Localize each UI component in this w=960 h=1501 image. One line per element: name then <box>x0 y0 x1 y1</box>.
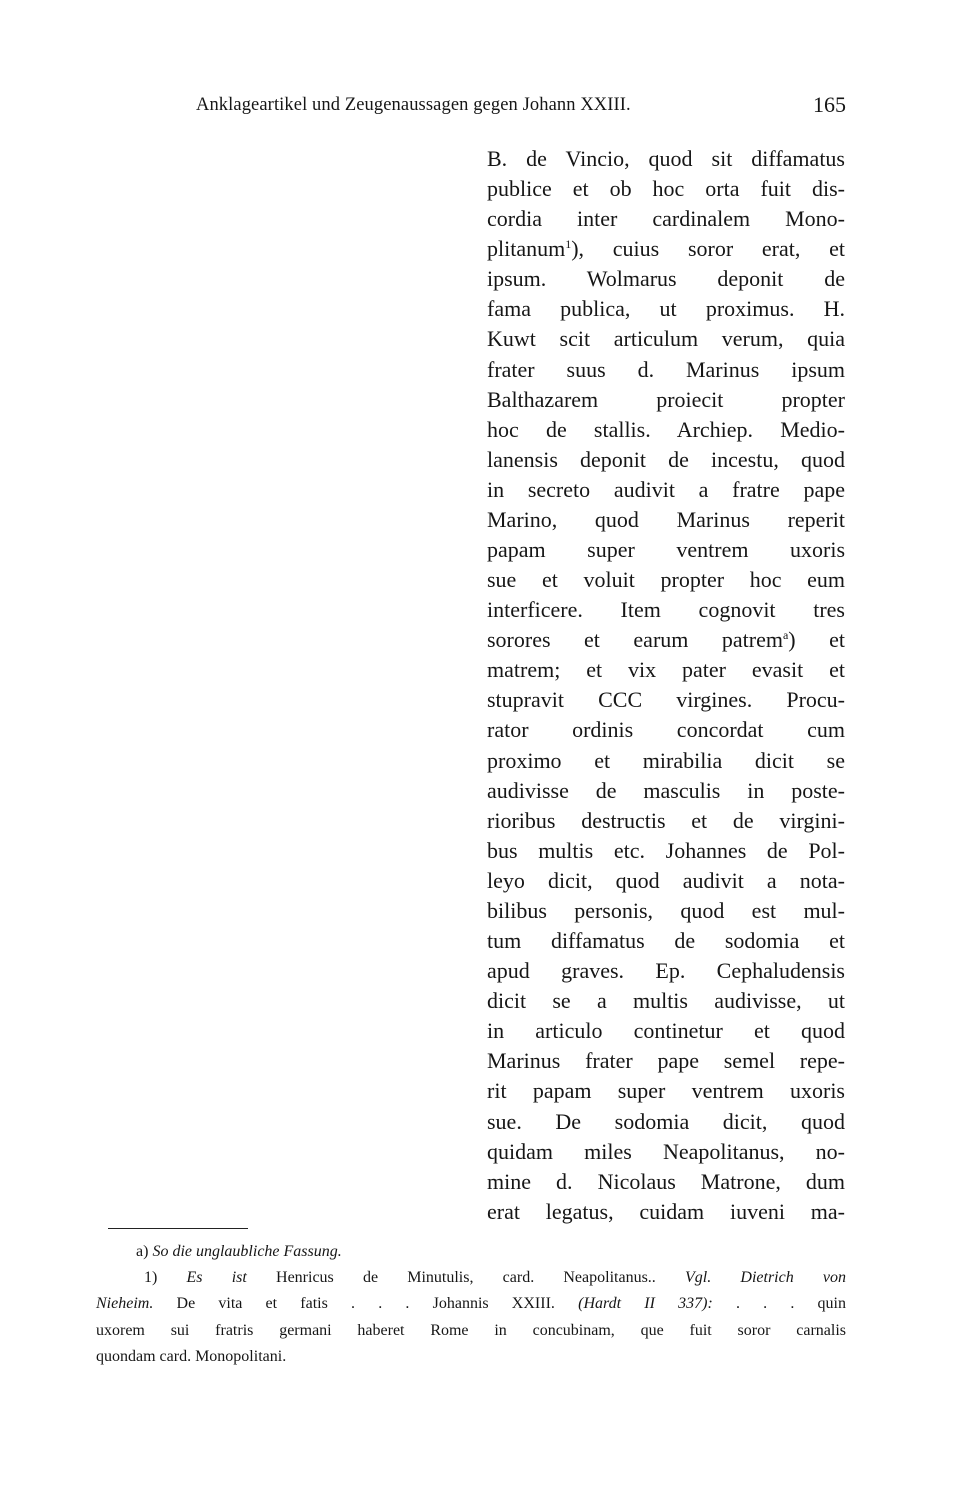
footnote-1-line: uxorem sui fratris germani haberet Rome in concubinam, que fuit soror carnalis <box>96 1321 846 1339</box>
footnote-rule <box>108 1228 248 1229</box>
body-line: quidam miles Neapolitanus, no- <box>487 1138 845 1164</box>
footnote-1-text: De vita et fatis . . . Johannis XXIII. <box>153 1295 579 1313</box>
body-line: stupravit CCC virgines. Procu- <box>487 687 845 713</box>
running-title: Anklageartikel und Zeugenaussagen gegen Johann XXIII. <box>196 95 631 115</box>
line-text: ), cuius soror erat, et <box>571 236 845 262</box>
body-line: lanensis deponit de incestu, quod <box>487 446 845 472</box>
footnote-1-lead: Es ist <box>186 1269 247 1287</box>
body-line <box>487 625 845 655</box>
body-line: apud graves. Ep. Cephaludensis <box>487 958 845 984</box>
body-line: cordia inter cardinalem Mono- <box>487 206 845 232</box>
body-line: sue. De sodomia dicit, quod <box>487 1108 845 1134</box>
body-line: fama publica, ut proximus. H. <box>487 296 845 322</box>
body-line: audivisse de masculis in poste- <box>487 777 845 803</box>
body-line: frater suus d. Marinus ipsum <box>487 356 845 382</box>
body-line: Marinus frater pape semel repe- <box>487 1048 845 1074</box>
footnote-ref-a: a <box>782 628 789 643</box>
body-line <box>487 234 845 264</box>
body-line: in secreto audivit a fratre pape <box>487 476 845 502</box>
footnote-1-hardt: (Hardt II 337): <box>578 1295 713 1313</box>
body-line: Marino, quod Marinus reperit <box>487 506 845 532</box>
body-line: bilibus personis, quod est mul- <box>487 897 845 923</box>
footnote-1-marker: 1) <box>144 1269 158 1287</box>
body-line: matrem; et vix pater evasit et <box>487 657 845 683</box>
body-line: ipsum. Wolmarus deponit de <box>487 266 845 292</box>
body-line: rioribus destructis et de virgini- <box>487 807 845 833</box>
body-line: publice et ob hoc orta fuit dis- <box>487 176 845 202</box>
footnote-1-line: quondam card. Monopolitani. <box>96 1347 287 1365</box>
footnotes <box>96 1239 846 1370</box>
body-line: Balthazarem proiecit propter <box>487 386 845 412</box>
footnote-1-text: Henricus de Minutulis, card. Neapolitanus.. <box>246 1269 685 1287</box>
footnote-a-text: So die unglaubliche Fassung. <box>152 1243 342 1260</box>
body-line: rit papam super ventrem uxoris <box>487 1078 845 1104</box>
footnote-1-line <box>96 1265 846 1291</box>
page-number: 165 <box>813 92 846 117</box>
footnote-a <box>96 1239 846 1265</box>
body-line: tum diffamatus de sodomia et <box>487 928 845 954</box>
footnote-1-nieheim: Nieheim. <box>96 1295 154 1313</box>
body-column <box>487 144 845 1227</box>
line-text: plitanum <box>487 236 566 262</box>
body-line: B. de Vincio, quod sit diffamatus <box>487 146 845 171</box>
line-text: ) et <box>788 627 845 653</box>
footnote-ref-1: 1 <box>565 237 572 252</box>
body-line: in articulo continetur et quod <box>487 1018 845 1044</box>
footnote-1-line <box>96 1291 846 1317</box>
footnote-1-text: . . . quin <box>712 1295 846 1313</box>
body-line: erat legatus, cuidam iuveni ma- <box>487 1198 845 1224</box>
body-line: interficere. Item cognovit tres <box>487 597 845 623</box>
body-line: dicit se a multis audivisse, ut <box>487 988 845 1014</box>
footnote-a-marker: a) <box>136 1243 149 1260</box>
running-head <box>196 92 846 122</box>
body-line: leyo dicit, quod audivit a nota- <box>487 867 845 893</box>
body-line: proximo et mirabilia dicit se <box>487 747 845 773</box>
body-line: Kuwt scit articulum verum, quia <box>487 326 845 352</box>
body-line: mine d. Nicolaus Matrone, dum <box>487 1168 845 1194</box>
line-text: sorores et earum patrem <box>487 627 783 653</box>
body-line: rator ordinis concordat cum <box>487 717 845 743</box>
body-line: sue et voluit propter hoc eum <box>487 567 845 593</box>
body-line: hoc de stallis. Archiep. Medio- <box>487 416 845 442</box>
body-line: papam super ventrem uxoris <box>487 537 845 563</box>
body-line: bus multis etc. Johannes de Pol- <box>487 837 845 863</box>
footnote-1-vgl: Vgl. Dietrich von <box>685 1269 847 1287</box>
